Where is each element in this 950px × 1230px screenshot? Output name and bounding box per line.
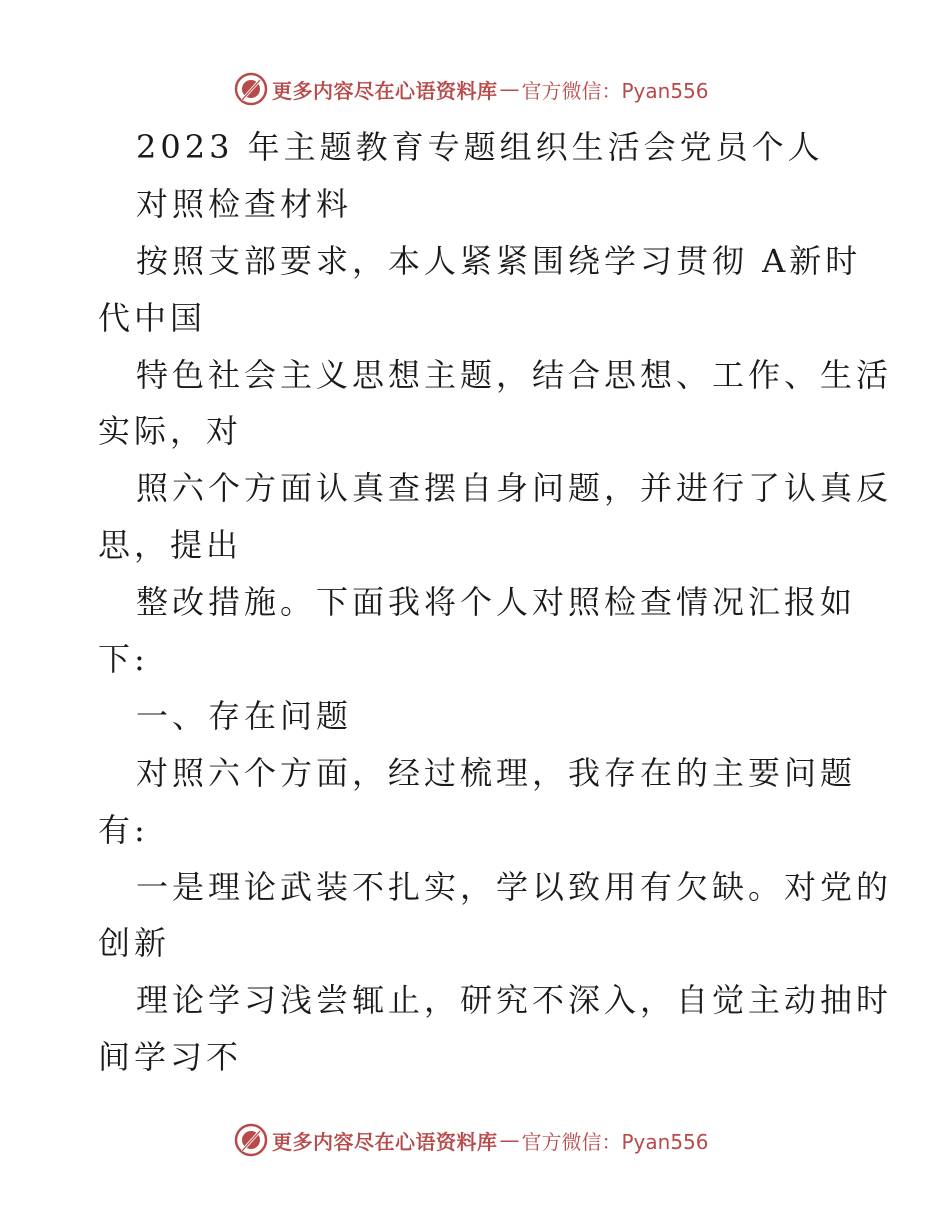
text-line: 一是理论武装不扎实，学以致用有欠缺。对党的 bbox=[136, 867, 893, 906]
text-line: 有: bbox=[98, 810, 149, 849]
section-heading: 一、存在问题 bbox=[136, 696, 353, 735]
text-line: 按照支部要求，本人紧紧围绕学习贯彻 A新时 bbox=[136, 241, 862, 280]
text-line: 对照六个方面，经过梳理，我存在的主要问题 bbox=[136, 753, 857, 792]
text-line: 下: bbox=[98, 640, 149, 679]
watermark-separator: — bbox=[499, 77, 520, 101]
watermark-account: 官方微信：Pyan556 bbox=[521, 1129, 709, 1154]
watermark-text: 更多内容尽在心语资料库 bbox=[272, 78, 498, 103]
text-line: 间学习不 bbox=[98, 1038, 243, 1077]
text-line: 实际，对 bbox=[98, 412, 243, 451]
text-line: 理论学习浅尝辄止，研究不深入，自觉主动抽时 bbox=[136, 981, 893, 1020]
document-title-line-2: 对照检查材料 bbox=[136, 184, 353, 223]
watermark-account: 官方微信：Pyan556 bbox=[521, 78, 709, 103]
text-line: 照六个方面认真查摆自身问题，并进行了认真反 bbox=[136, 469, 893, 508]
text-line: 代中国 bbox=[98, 298, 207, 337]
header-watermark-banner bbox=[234, 72, 709, 106]
pen-seal-logo-icon bbox=[234, 72, 268, 106]
text-line: 特色社会主义思想主题，结合思想、工作、生活 bbox=[136, 355, 893, 394]
pen-seal-logo-icon bbox=[234, 1123, 268, 1157]
text-line: 思，提出 bbox=[98, 526, 243, 565]
watermark-text: 更多内容尽在心语资料库 bbox=[272, 1129, 498, 1154]
text-line: 整改措施。下面我将个人对照检查情况汇报如 bbox=[136, 583, 857, 622]
document-body bbox=[98, 119, 893, 1086]
document-title-line-1: 2023 年主题教育专题组织生活会党员个人 bbox=[136, 128, 824, 166]
footer-watermark-banner bbox=[234, 1123, 709, 1157]
watermark-separator: — bbox=[499, 1128, 520, 1152]
text-line: 创新 bbox=[98, 924, 171, 963]
